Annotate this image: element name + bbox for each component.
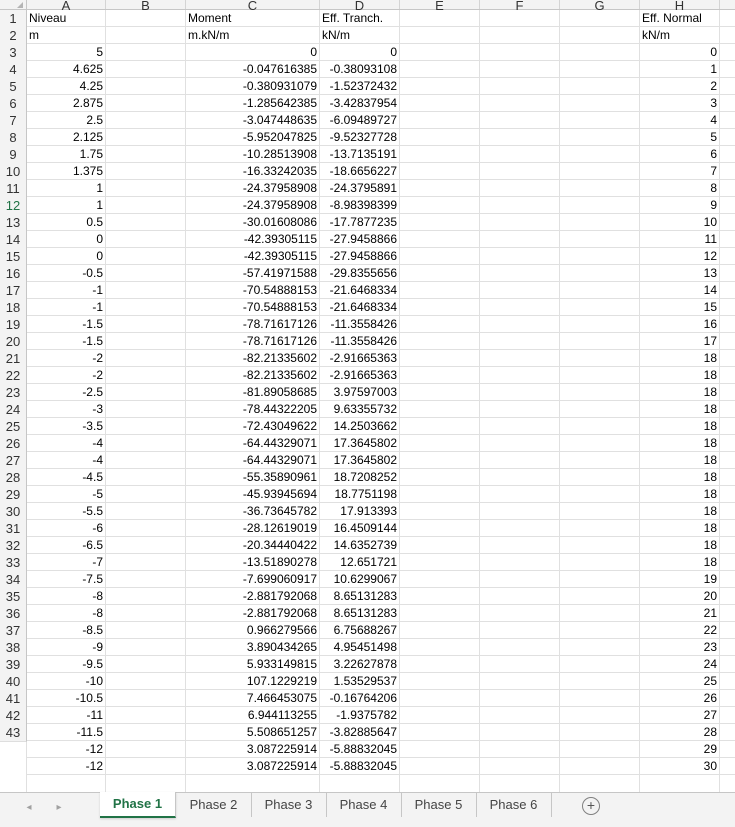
sheet-tab-phase-3[interactable]: Phase 3 bbox=[251, 793, 327, 817]
cell-h27[interactable]: 18 bbox=[703, 453, 717, 467]
cell-h23[interactable]: 18 bbox=[703, 385, 717, 399]
cell-h8[interactable]: 5 bbox=[710, 130, 717, 144]
cell-a18[interactable]: -1 bbox=[92, 300, 103, 314]
cell-c14[interactable]: -42.39305115 bbox=[243, 232, 317, 246]
cell-a11[interactable]: 1 bbox=[96, 181, 103, 195]
cell-c15[interactable]: -42.39305115 bbox=[243, 249, 317, 263]
cell-a21[interactable]: -2 bbox=[92, 351, 103, 365]
cell-a28[interactable]: -4.5 bbox=[82, 470, 103, 484]
row-header[interactable]: 25 bbox=[0, 418, 27, 436]
cell-c5[interactable]: -0.380931079 bbox=[242, 79, 317, 93]
cell-d39[interactable]: 3.22627878 bbox=[333, 657, 397, 671]
cell-a44[interactable]: -12 bbox=[85, 742, 103, 756]
cell-d38[interactable]: 4.95451498 bbox=[333, 640, 397, 654]
cell-h26[interactable]: 18 bbox=[703, 436, 717, 450]
cell-c22[interactable]: -82.21335602 bbox=[242, 368, 317, 382]
cell-h19[interactable]: 16 bbox=[703, 317, 717, 331]
sheet-tab-phase-4[interactable]: Phase 4 bbox=[326, 793, 402, 817]
cell-c44[interactable]: 3.087225914 bbox=[246, 742, 317, 756]
column-header-e[interactable]: E bbox=[400, 0, 480, 9]
cell-d42[interactable]: -1.9375782 bbox=[336, 708, 397, 722]
row-header[interactable]: 13 bbox=[0, 214, 27, 232]
row-header[interactable]: 5 bbox=[0, 78, 27, 96]
cell-d9[interactable]: -13.7135191 bbox=[329, 147, 397, 161]
row-header[interactable]: 9 bbox=[0, 146, 27, 164]
cell-a37[interactable]: -8.5 bbox=[82, 623, 103, 637]
cell-c40[interactable]: 107.1229219 bbox=[246, 674, 317, 688]
cell-h37[interactable]: 22 bbox=[703, 623, 717, 637]
cell-a29[interactable]: -5 bbox=[92, 487, 103, 501]
cell-d16[interactable]: -29.8355656 bbox=[329, 266, 397, 280]
cell-d45[interactable]: -5.88832045 bbox=[329, 759, 397, 773]
cell-d18[interactable]: -21.6468334 bbox=[329, 300, 397, 314]
cell-h42[interactable]: 27 bbox=[703, 708, 717, 722]
cell-c36[interactable]: -2.881792068 bbox=[242, 606, 317, 620]
cell-a38[interactable]: -9 bbox=[92, 640, 103, 654]
cell-a6[interactable]: 2.875 bbox=[72, 96, 103, 110]
cell-h10[interactable]: 7 bbox=[710, 164, 717, 178]
column-header-g[interactable]: G bbox=[560, 0, 640, 9]
cell-d43[interactable]: -3.82885647 bbox=[329, 725, 397, 739]
row-header[interactable]: 6 bbox=[0, 95, 27, 113]
cell-a43[interactable]: -11.5 bbox=[76, 725, 103, 739]
cell-d24[interactable]: 9.63355732 bbox=[333, 402, 397, 416]
cell-c16[interactable]: -57.41971588 bbox=[242, 266, 317, 280]
cell-h9[interactable]: 6 bbox=[710, 147, 717, 161]
column-header-f[interactable]: F bbox=[480, 0, 560, 9]
row-header[interactable]: 2 bbox=[0, 27, 27, 45]
cell-d14[interactable]: -27.9458866 bbox=[329, 232, 397, 246]
cell-a13[interactable]: 0.5 bbox=[86, 215, 103, 229]
prev-sheet-icon[interactable]: ◂ bbox=[26, 802, 32, 813]
row-header[interactable]: 32 bbox=[0, 537, 27, 555]
next-sheet-icon[interactable]: ▸ bbox=[56, 802, 62, 813]
cell-h33[interactable]: 18 bbox=[703, 555, 717, 569]
row-header[interactable]: 19 bbox=[0, 316, 27, 334]
cell-c10[interactable]: -16.33242035 bbox=[242, 164, 317, 178]
cell-a24[interactable]: -3 bbox=[92, 402, 103, 416]
cell-a35[interactable]: -8 bbox=[92, 589, 103, 603]
cell-a15[interactable]: 0 bbox=[96, 249, 103, 263]
cell-h38[interactable]: 23 bbox=[703, 640, 717, 654]
cell-c23[interactable]: -81.89058685 bbox=[242, 385, 317, 399]
cell-d40[interactable]: 1.53529537 bbox=[333, 674, 397, 688]
cell-c20[interactable]: -78.71617126 bbox=[242, 334, 317, 348]
row-header[interactable]: 24 bbox=[0, 401, 27, 419]
cell-h1[interactable]: Eff. Normal bbox=[642, 11, 702, 25]
row-header[interactable]: 41 bbox=[0, 690, 27, 708]
cell-c43[interactable]: 5.508651257 bbox=[246, 725, 317, 739]
cell-d22[interactable]: -2.91665363 bbox=[329, 368, 397, 382]
row-header[interactable]: 17 bbox=[0, 282, 27, 300]
cell-h4[interactable]: 1 bbox=[710, 62, 717, 76]
cell-d36[interactable]: 8.65131283 bbox=[333, 606, 397, 620]
cell-a40[interactable]: -10 bbox=[85, 674, 103, 688]
sheet-tab-phase-5[interactable]: Phase 5 bbox=[401, 793, 477, 817]
cell-d23[interactable]: 3.97597003 bbox=[333, 385, 397, 399]
cell-a3[interactable]: 5 bbox=[96, 45, 103, 59]
cell-h14[interactable]: 11 bbox=[704, 232, 717, 246]
cell-d33[interactable]: 12.651721 bbox=[340, 555, 397, 569]
row-header[interactable]: 26 bbox=[0, 435, 27, 453]
cell-d13[interactable]: -17.7877235 bbox=[329, 215, 397, 229]
cell-a14[interactable]: 0 bbox=[96, 232, 103, 246]
cell-d41[interactable]: -0.16764206 bbox=[329, 691, 397, 705]
cell-h11[interactable]: 8 bbox=[710, 181, 717, 195]
cell-h44[interactable]: 29 bbox=[703, 742, 717, 756]
cell-a26[interactable]: -4 bbox=[92, 436, 103, 450]
cell-d4[interactable]: -0.38093108 bbox=[329, 62, 397, 76]
cell-c2[interactable]: m.kN/m bbox=[188, 28, 230, 42]
row-header[interactable]: 36 bbox=[0, 605, 27, 623]
sheet-tab-phase-2[interactable]: Phase 2 bbox=[176, 793, 252, 817]
cell-c11[interactable]: -24.37958908 bbox=[242, 181, 317, 195]
cell-h22[interactable]: 18 bbox=[703, 368, 717, 382]
cell-a30[interactable]: -5.5 bbox=[82, 504, 103, 518]
cell-a2[interactable]: m bbox=[29, 28, 39, 42]
column-header-b[interactable]: B bbox=[106, 0, 186, 9]
cell-c21[interactable]: -82.21335602 bbox=[242, 351, 317, 365]
cell-h17[interactable]: 14 bbox=[703, 283, 717, 297]
row-header[interactable]: 29 bbox=[0, 486, 27, 504]
cell-c30[interactable]: -36.73645782 bbox=[242, 504, 317, 518]
cell-a4[interactable]: 4.625 bbox=[72, 62, 103, 76]
cell-h21[interactable]: 18 bbox=[703, 351, 717, 365]
select-all-corner[interactable] bbox=[0, 0, 27, 9]
column-header-c[interactable]: C bbox=[186, 0, 320, 9]
cell-c4[interactable]: -0.047616385 bbox=[242, 62, 317, 76]
cell-c9[interactable]: -10.28513908 bbox=[242, 147, 317, 161]
cell-c13[interactable]: -30.01608086 bbox=[242, 215, 317, 229]
sheet-tab-phase-6[interactable]: Phase 6 bbox=[476, 793, 552, 817]
cell-a19[interactable]: -1.5 bbox=[82, 317, 103, 331]
cell-c29[interactable]: -45.93945694 bbox=[242, 487, 317, 501]
cell-c35[interactable]: -2.881792068 bbox=[242, 589, 317, 603]
cell-d15[interactable]: -27.9458866 bbox=[329, 249, 397, 263]
cell-d37[interactable]: 6.75688267 bbox=[333, 623, 397, 637]
cell-h3[interactable]: 0 bbox=[710, 45, 717, 59]
cell-c34[interactable]: -7.699060917 bbox=[242, 572, 317, 586]
row-header[interactable]: 20 bbox=[0, 333, 27, 351]
cell-d19[interactable]: -11.3558426 bbox=[330, 317, 397, 331]
row-header[interactable]: 1 bbox=[0, 10, 27, 28]
row-header[interactable]: 38 bbox=[0, 639, 27, 657]
cell-a8[interactable]: 2.125 bbox=[72, 130, 103, 144]
cell-a42[interactable]: -11 bbox=[86, 708, 103, 722]
column-header-d[interactable]: D bbox=[320, 0, 400, 9]
cell-d12[interactable]: -8.98398399 bbox=[329, 198, 397, 212]
row-header[interactable]: 35 bbox=[0, 588, 27, 606]
cell-a10[interactable]: 1.375 bbox=[72, 164, 103, 178]
cell-h6[interactable]: 3 bbox=[710, 96, 717, 110]
cell-a20[interactable]: -1.5 bbox=[82, 334, 103, 348]
cell-h41[interactable]: 26 bbox=[703, 691, 717, 705]
sheet-tab-phase-1[interactable]: Phase 1 bbox=[100, 792, 176, 818]
cell-h13[interactable]: 10 bbox=[703, 215, 717, 229]
row-header[interactable]: 22 bbox=[0, 367, 27, 385]
cell-h28[interactable]: 18 bbox=[703, 470, 717, 484]
row-header[interactable]: 11 bbox=[0, 180, 27, 198]
cell-a33[interactable]: -7 bbox=[92, 555, 103, 569]
row-header[interactable]: 28 bbox=[0, 469, 27, 487]
row-header[interactable]: 10 bbox=[0, 163, 27, 181]
cell-h15[interactable]: 12 bbox=[703, 249, 717, 263]
row-header[interactable]: 34 bbox=[0, 571, 27, 589]
cell-h18[interactable]: 15 bbox=[703, 300, 717, 314]
cell-c8[interactable]: -5.952047825 bbox=[242, 130, 317, 144]
cell-h32[interactable]: 18 bbox=[703, 538, 717, 552]
cell-h31[interactable]: 18 bbox=[703, 521, 717, 535]
select-all-triangle-icon bbox=[17, 2, 23, 8]
row-header[interactable]: 15 bbox=[0, 248, 27, 266]
cell-c45[interactable]: 3.087225914 bbox=[246, 759, 317, 773]
column-header-h[interactable]: H bbox=[640, 0, 720, 9]
cell-d29[interactable]: 18.7751198 bbox=[334, 487, 397, 501]
row-header[interactable]: 40 bbox=[0, 673, 27, 691]
cell-d2[interactable]: kN/m bbox=[322, 28, 350, 42]
cell-a12[interactable]: 1 bbox=[96, 198, 103, 212]
cell-h25[interactable]: 18 bbox=[703, 419, 717, 433]
cell-c28[interactable]: -55.35890961 bbox=[242, 470, 317, 484]
cell-c26[interactable]: -64.44329071 bbox=[242, 436, 317, 450]
column-header-a[interactable]: A bbox=[27, 0, 106, 9]
row-header[interactable]: 37 bbox=[0, 622, 27, 640]
cell-d34[interactable]: 10.6299067 bbox=[333, 572, 397, 586]
cell-d21[interactable]: -2.91665363 bbox=[329, 351, 397, 365]
cell-c18[interactable]: -70.54888153 bbox=[242, 300, 317, 314]
cell-a5[interactable]: 4.25 bbox=[79, 79, 103, 93]
cell-a31[interactable]: -6 bbox=[92, 521, 103, 535]
cell-c32[interactable]: -20.34440422 bbox=[242, 538, 317, 552]
cell-c27[interactable]: -64.44329071 bbox=[242, 453, 317, 467]
cell-a25[interactable]: -3.5 bbox=[82, 419, 103, 433]
row-header[interactable]: 21 bbox=[0, 350, 27, 368]
cell-d8[interactable]: -9.52327728 bbox=[329, 130, 397, 144]
cell-d7[interactable]: -6.09489727 bbox=[329, 113, 397, 127]
cell-c17[interactable]: -70.54888153 bbox=[242, 283, 317, 297]
cell-d27[interactable]: 17.3645802 bbox=[333, 453, 397, 467]
cell-d44[interactable]: -5.88832045 bbox=[329, 742, 397, 756]
cell-d6[interactable]: -3.42837954 bbox=[329, 96, 397, 110]
row-header[interactable]: 12 bbox=[0, 197, 27, 215]
cell-a39[interactable]: -9.5 bbox=[82, 657, 103, 671]
cell-d5[interactable]: -1.52372432 bbox=[329, 79, 397, 93]
row-header[interactable]: 27 bbox=[0, 452, 27, 470]
cell-h45[interactable]: 30 bbox=[703, 759, 717, 773]
cell-h34[interactable]: 19 bbox=[703, 572, 717, 586]
cell-c1[interactable]: Moment bbox=[188, 11, 232, 25]
cell-d28[interactable]: 18.7208252 bbox=[333, 470, 397, 484]
cell-d10[interactable]: -18.6656227 bbox=[329, 164, 397, 178]
row-header[interactable]: 33 bbox=[0, 554, 27, 572]
row-header[interactable]: 39 bbox=[0, 656, 27, 674]
cell-a41[interactable]: -10.5 bbox=[75, 691, 103, 705]
cell-a32[interactable]: -6.5 bbox=[82, 538, 103, 552]
cell-c3[interactable]: 0 bbox=[310, 45, 317, 59]
cell-c38[interactable]: 3.890434265 bbox=[246, 640, 317, 654]
cell-h7[interactable]: 4 bbox=[710, 113, 717, 127]
cell-c41[interactable]: 7.466453075 bbox=[246, 691, 317, 705]
cell-d35[interactable]: 8.65131283 bbox=[333, 589, 397, 603]
cell-c12[interactable]: -24.37958908 bbox=[242, 198, 317, 212]
row-header[interactable]: 31 bbox=[0, 520, 27, 538]
cell-c37[interactable]: 0.966279566 bbox=[246, 623, 317, 637]
cell-c19[interactable]: -78.71617126 bbox=[242, 317, 317, 331]
cell-a36[interactable]: -8 bbox=[92, 606, 103, 620]
cell-a45[interactable]: -12 bbox=[85, 759, 103, 773]
cell-h30[interactable]: 18 bbox=[703, 504, 717, 518]
row-header[interactable]: 14 bbox=[0, 231, 27, 249]
cell-a7[interactable]: 2.5 bbox=[86, 113, 103, 127]
cell-c24[interactable]: -78.44322205 bbox=[242, 402, 317, 416]
cell-a34[interactable]: -7.5 bbox=[82, 572, 103, 586]
cell-d26[interactable]: 17.3645802 bbox=[333, 436, 397, 450]
add-sheet-icon[interactable]: + bbox=[582, 797, 600, 815]
cell-a27[interactable]: -4 bbox=[92, 453, 103, 467]
row-header[interactable]: 16 bbox=[0, 265, 27, 283]
cell-d20[interactable]: -11.3558426 bbox=[330, 334, 397, 348]
cell-h40[interactable]: 25 bbox=[703, 674, 717, 688]
cell-a16[interactable]: -0.5 bbox=[82, 266, 103, 280]
cell-d3[interactable]: 0 bbox=[390, 45, 397, 59]
row-header[interactable]: 30 bbox=[0, 503, 27, 521]
cell-h20[interactable]: 17 bbox=[703, 334, 717, 348]
cell-a1[interactable]: Niveau bbox=[29, 11, 67, 25]
sheet-tab-bar bbox=[0, 792, 735, 827]
cell-h43[interactable]: 28 bbox=[703, 725, 717, 739]
cell-a17[interactable]: -1 bbox=[92, 283, 103, 297]
cell-h16[interactable]: 13 bbox=[703, 266, 717, 280]
row-header[interactable]: 3 bbox=[0, 44, 27, 62]
cell-d31[interactable]: 16.4509144 bbox=[333, 521, 397, 535]
cell-h5[interactable]: 2 bbox=[710, 79, 717, 93]
cell-d17[interactable]: -21.6468334 bbox=[329, 283, 397, 297]
cell-h36[interactable]: 21 bbox=[703, 606, 717, 620]
cell-h29[interactable]: 18 bbox=[703, 487, 717, 501]
cell-d11[interactable]: -24.3795891 bbox=[329, 181, 397, 195]
cell-c31[interactable]: -28.12619019 bbox=[242, 521, 317, 535]
cell-c42[interactable]: 6.944113255 bbox=[247, 708, 317, 722]
cell-a23[interactable]: -2.5 bbox=[82, 385, 103, 399]
row-header[interactable]: 18 bbox=[0, 299, 27, 317]
cell-h12[interactable]: 9 bbox=[710, 198, 717, 212]
row-header[interactable]: 7 bbox=[0, 112, 27, 130]
cell-a22[interactable]: -2 bbox=[92, 368, 103, 382]
cell-c39[interactable]: 5.933149815 bbox=[246, 657, 317, 671]
row-header[interactable]: 8 bbox=[0, 129, 27, 147]
cell-c33[interactable]: -13.51890278 bbox=[242, 555, 317, 569]
cell-d32[interactable]: 14.6352739 bbox=[333, 538, 397, 552]
cell-a9[interactable]: 1.75 bbox=[79, 147, 103, 161]
row-header[interactable]: 42 bbox=[0, 707, 27, 725]
row-header[interactable]: 23 bbox=[0, 384, 27, 402]
cell-c6[interactable]: -1.285642385 bbox=[242, 96, 317, 110]
cell-c7[interactable]: -3.047448635 bbox=[242, 113, 317, 127]
cell-h2[interactable]: kN/m bbox=[642, 28, 670, 42]
cell-c25[interactable]: -72.43049622 bbox=[242, 419, 317, 433]
row-header[interactable]: 4 bbox=[0, 61, 27, 79]
cell-h35[interactable]: 20 bbox=[703, 589, 717, 603]
column-header-row bbox=[0, 0, 735, 13]
cell-h24[interactable]: 18 bbox=[703, 402, 717, 416]
cell-d30[interactable]: 17.913393 bbox=[340, 504, 397, 518]
cell-d1[interactable]: Eff. Tranch. bbox=[322, 11, 384, 25]
row-header[interactable]: 43 bbox=[0, 724, 27, 742]
cell-d25[interactable]: 14.2503662 bbox=[333, 419, 397, 433]
cell-h39[interactable]: 24 bbox=[703, 657, 717, 671]
